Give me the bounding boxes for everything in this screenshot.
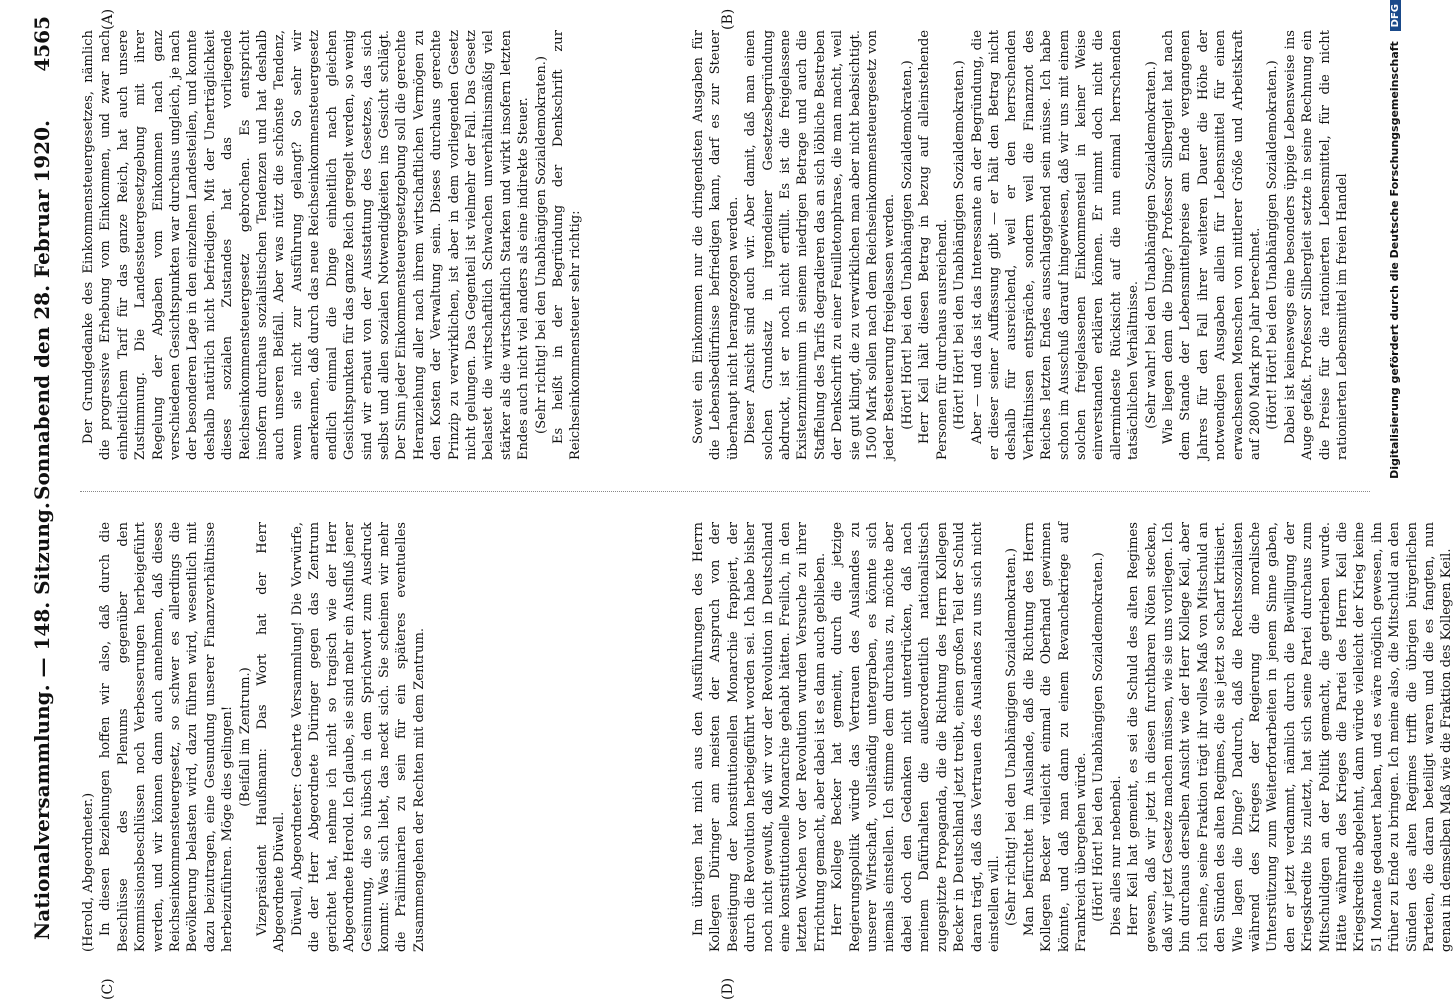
column-left-top [80, 522, 650, 952]
paragraph: Es heißt in der Begründung der Denkschrift zur Reichseinkommensteuer sehr richtig: [550, 30, 584, 460]
dfg-logo: DFG [1390, 0, 1401, 31]
paragraph: Im übrigen hat mich aus den Ausführungen des Herrn Kollegen Düringer am meisten der Anspruch von der Beseitigung der konstitutionellen Monarchie frappiert, der durch die Revolution herbeigeführt worden sei. Ich habe bisher noch nicht gewußt, daß wir vor der Revolution in Deutschland eine konstitutionelle Monarchie gehabt hätten. Freilich, in den letzten Wochen vor der Revolution wurden Versuche zu ihrer Errichtung gemacht, aber dabei ist es dann auch geblieben. [691, 522, 828, 952]
header-date: Sonnabend den 28. Februar 1920. [30, 120, 54, 500]
paragraph: Wie liegen denn die Dinge? Professor Silbergleit hat nach dem Stande der Lebensmittelpreise am Ende vergangenen Jahres für den Fall ihrer weiteren Dauer die Höhe der notwendigen Ausgaben allein für Lebensmittel für einen erwachsenen Menschen von mittlerer Größe und Arbeitskraft auf 2800 Mark pro Jahr berechnet. [1160, 30, 1263, 460]
page-header [22, 0, 62, 1000]
paragraph: Herr Keil hat gemeint, es sei die Schuld des alten Regimes gewesen, daß wir jetzt in diesen furchtbaren Nöten stecken, daß wir jetzt Gesetze machen müssen, wie sie uns vorliegen. Ich bin durchaus derselben Ansicht wie der Herr Kollege Keil, aber ich meine, seine Fraktion trägt ihr volles Maß von Mitschuld an den Sünden des alten Regimes, die sie jetzt so scharf kritisiert. Wie lagen die Dinge? Dadurch, daß die Rechtssozialisten während des Krieges der Regierung die moralische Unterstützung zum Weiterfortarbeiten in jenem Sinne gaben, den er jetzt verdammt, nämlich durch die Bewilligung der Kriegskredite bis zuletzt, hat sich seine Partei durchaus zum Mitschuldigen an der Politik gemacht, die getrieben wurde. Hätte während des Krieges die Partei des Herrn Keil die Kriegskredite abgelehnt, dann würde vielleicht der Krieg keine 51 Monate gedauert haben, und es wäre möglich gewesen, ihn früher zu Ende zu bringen. Ich meine also, die Mitschuld an den Sünden des alten Regimes trifft die übrigen bürgerlichen Parteien, die daran beteiligt waren und die es fangten, nun genau in demselben Maß wie die Fraktion des Kollegen Keil. [1126, 522, 1455, 952]
margin-letter-b: (B) [720, 8, 736, 30]
paragraph: Düwell, Abgeordneter: Geehrte Versammlung! Die Vorwürfe, die der Herr Abgeordnete Düringer gegen das Zentrum gerichtet hat, nehme ich nicht so tragisch wie der Herr Abgeordnete Herold. Ich glaube, sie sind mehr ein Ausfluß jener Gesinnung, die so hübsch in dem Sprichwort zum Ausdruck kommt: Was sich liebt, das neckt sich. Sie scheinen wir mehr die Präliminarien zu sein für ein späteres eventuelles Zusammengehen der Rechten mit dem Zentrum. [289, 522, 427, 952]
paragraph: In diesen Beziehungen hoffen wir also, daß durch die Beschlüsse des Plenums gegenüber den Kommissionsbeschlüssen noch Verbesserungen herbeigeführt werden, und wir können dann auch annehmen, daß dieses Reichseinkommensteuergesetz, so schwer es allerdings die Bevölkerung belasten wird, dazu führen wird, wesentlich mit dazu beizutragen, eine Gesundung unserer Finanzverhältnisse herbeizuführen. Möge dies gelingen! [98, 522, 236, 952]
interjection: (Sehr wahr! bei den Unabhängigen Sozialdemokraten.) [1143, 61, 1159, 429]
paragraph: Dieser Ansicht sind auch wir. Aber damit, daß man einen solchen Grundsatz in irgendeiner Gesetzesbegründung abdruckt, ist er noch nicht erfüllt. Es ist die freigelassene Existenzminimum in seinem niedrigen Betrage und auch die Staffelung des Tarifs degradieren das an sich löbliche Bestreben der Denkschrift zu einer Feuilletonphrase, die man macht, weil sie gut klingt, die zu verwirklichen man aber nicht beabsichtigt. 1500 Mark sollen nach dem Reichseinkommensteuergesetz von jeder Besteuerung freigelassen werden. [743, 30, 898, 460]
interjection: (Hört! Hört! bei den Unabhängigen Sozialdemokraten.) [899, 60, 915, 430]
paragraph: Herr Kollege Becker hat gemeint, durch die jetzige Regierungspolitik würde das Vertrauen des Auslandes zu unserer Wirtschaft, vollständig untergraben, es könnte sich niemals einstellen. Ich stimme dem durchaus zu, möchte aber dabei doch den Gedanken nicht unterdrücken, daß nach meinem Dafürhalten die außerordentlich nationalistisch zugespitzte Propaganda, die die Richtung des Herrn Kollegen Becker in Deutschland jetzt treibt, einen großen Teil der Schuld daran trägt, daß das Vertrauen des Auslandes zu uns sich nicht einstellen will. [830, 522, 1002, 952]
interjection: (Hört! Hört! bei den Unabhängigen Sozialdemokraten.) [1091, 552, 1107, 922]
margin-letter-c: (C) [100, 978, 116, 1000]
margin-letter-d: (D) [720, 977, 736, 1000]
column-right-bottom [690, 30, 1380, 460]
header-assembly-title: Nationalversammlung. — 148. Sitzung. [30, 502, 54, 940]
paragraph: Vizepräsident Haußmann: Das Wort hat der Herr Abgeordnete Düwell. [255, 522, 288, 952]
margin-letter-a: (A) [100, 8, 116, 30]
column-right-top [80, 30, 650, 460]
credit-text: Digitalisierung gefördert durch die Deutsche Forschungsgemeinschaft [1388, 41, 1401, 479]
paragraph: Man befürchtet im Auslande, daß die Richtung des Herrn Kollegen Becker vielleicht einmal die Oberhand gewinnen könnte, und daß man dann zu einem Revanchekriege auf Frankreich übergehen würde. [1021, 522, 1089, 952]
paragraph: Aber — und das ist das Interessante an der Begründung, die er dieser seiner Auffassung gibt — er hält den Betrag nicht deshalb für ausreichend, weil er den herrschenden Verhältnissen entspräche, sondern weil die Finanznot des Reiches letzten Endes ausschlaggebend sein müsse. Ich habe schon im Ausschuß darauf hingewiesen, daß wir uns mit einem solchen freigelassenen Einkommensteil in keiner Weise einverstanden erklären können. Er nimmt doch nicht die allermindeste Rücksicht auf die nun einmal herrschenden tatsächlichen Verhältnisse. [969, 30, 1142, 460]
column-divider [80, 490, 1370, 492]
interjection: (Hört! Hört! bei den Unabhängigen Sozialdemokraten.) [952, 60, 968, 430]
interjection: (Hört! Hört! bei den Unabhängigen Sozialdemokraten.) [1265, 60, 1281, 430]
paragraph: Der Grundgedanke des Einkommensteuergesetzes, nämlich die progressive Erhebung vom Einkommen, und zwar nach einheitlichem Tarif für das ganze Reich, hat auch unsere Zustimmung. Die Landessteuergesetzgebung mit ihrer Regelung der Abgaben vom Einkommen nach ganz verschiedenen Gesichtspunkten war durchaus ungleich, je nach der besonderen Lage in den einzelnen Landesteilen, und konnte deshalb natürlich nicht befriedigen. Mit der Unerträglichkeit dieses sozialen Zustandes hat das vorliegende Reichseinkommensteuergesetz gebrochen. Es entspricht insofern durchaus sozialistischen Tendenzen und hat deshalb auch unseren Beifall. Aber was nützt die schönste Tendenz, wenn sie nicht zur Ausführung gelangt? So sehr wir anerkennen, daß durch das neue Reichseinkommensteuergesetz endlich einmal die Dinge einheitlich nach gleichen Gesichtspunkten für das ganze Reich geregelt werden, so wenig sind wir erbaut von der Ausstattung des Gesetzes, das sich selbst und allen sozialen Notwendigkeiten ins Gesicht schlägt. Der Sinn jeder Einkommensteuergesetzgebung soll die gerechte Heranziehung aller nach ihrem wirtschaftlichen Vermögen zu den Kosten der Verwaltung sein. Dieses durchaus gerechte Prinzip zu verwirklichen, ist aber in dem vorliegenden Gesetz nicht gelungen. Das Gegenteil ist vielmehr der Fall. Das Gesetz belastet die wirtschaftlich Schwachen unverhältnismäßig viel stärker als die wirtschaftlich Starken und wirkt insofern letzten Endes auch nicht viel anders als eine indirekte Steuer. [81, 30, 532, 460]
paragraph: (Herold, Abgeordneter.) [81, 792, 96, 952]
interjection: (Sehr richtig! bei den Unabhängigen Sozialdemokraten.) [533, 55, 549, 435]
digitization-credit [1388, 0, 1410, 1000]
paragraph: Herr Keil hält diesen Betrag in bezug auf alleinstehende Personen für durchaus ausreichend. [917, 30, 950, 460]
page-number: 4565 [30, 16, 54, 72]
quotation: Soweit ein Einkommen nur die dringendsten Ausgaben für die Lebensbedürfnisse befriedigen kann, darf es zur Steuer überhaupt nicht herangezogen werden. [691, 30, 741, 460]
interjection: (Sehr richtig! bei den Unabhängigen Sozialdemokraten.) [1004, 547, 1020, 927]
interjection: (Beifall im Zentrum.) [237, 667, 253, 807]
column-left-bottom [690, 522, 1455, 952]
paragraph: Dabei ist keineswegs eine besonders üppige Lebensweise ins Auge gefaßt. Professor Silbergleit setzte in seine Rechnung ein die Preise für die rationierten Lebensmittel, für die nicht rationierten Lebensmittel im freien Handel [1282, 30, 1351, 460]
paragraph: Dies alles nur nebenbei. [1108, 775, 1124, 936]
